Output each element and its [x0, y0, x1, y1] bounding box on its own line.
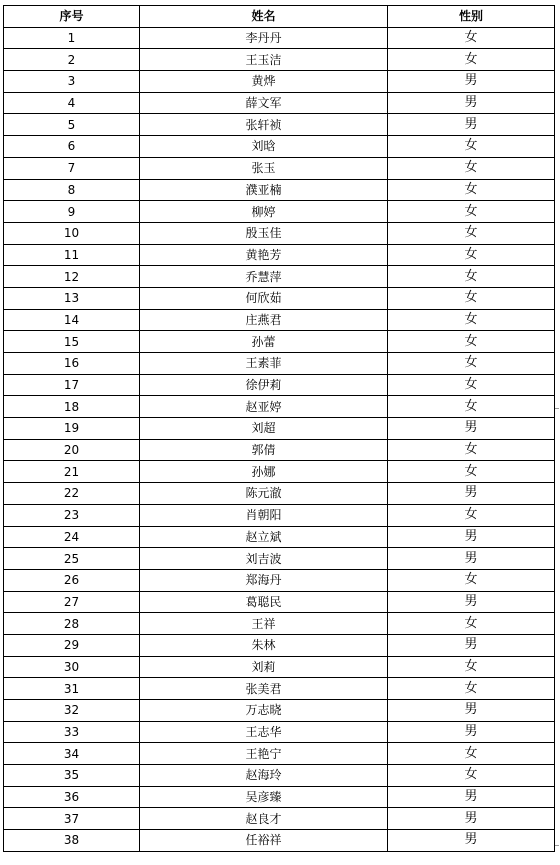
table-row — [4, 418, 555, 440]
table-row — [4, 808, 555, 830]
header-gender: 性别 — [388, 6, 555, 28]
cell-gender: 男 — [388, 830, 555, 852]
cell-gender: 女 — [388, 461, 555, 483]
cell-number: 21 — [4, 461, 140, 483]
cell-name: 孙娜 — [140, 461, 388, 483]
cell-name: 黄烨 — [140, 71, 388, 93]
table-header — [4, 6, 555, 28]
cell-number: 4 — [4, 92, 140, 114]
cell-name: 薛文军 — [140, 92, 388, 114]
cell-name: 柳婷 — [140, 201, 388, 223]
table-row — [4, 678, 555, 700]
table-row — [4, 374, 555, 396]
cell-name: 王玉洁 — [140, 49, 388, 71]
cell-name: 刘超 — [140, 418, 388, 440]
cell-number: 3 — [4, 71, 140, 93]
cell-gender: 女 — [388, 266, 555, 288]
cell-name: 刘吉波 — [140, 548, 388, 570]
table-row — [4, 461, 555, 483]
cell-gender: 女 — [388, 743, 555, 765]
cell-name: 张玉 — [140, 157, 388, 179]
table-row — [4, 136, 555, 158]
header-name: 姓名 — [140, 6, 388, 28]
cell-number: 14 — [4, 309, 140, 331]
cell-name: 朱林 — [140, 634, 388, 656]
cell-number: 20 — [4, 439, 140, 461]
table-row — [4, 266, 555, 288]
cell-number: 10 — [4, 222, 140, 244]
table-row — [4, 27, 555, 49]
cell-gender: 男 — [388, 92, 555, 114]
table-row — [4, 222, 555, 244]
cell-name: 王艳宁 — [140, 743, 388, 765]
cell-name: 郑海丹 — [140, 569, 388, 591]
table-row — [4, 548, 555, 570]
cell-gender: 男 — [388, 526, 555, 548]
roster-table — [3, 5, 555, 852]
cell-gender: 男 — [388, 418, 555, 440]
table-row — [4, 483, 555, 505]
table-row — [4, 309, 555, 331]
cell-name: 王素菲 — [140, 353, 388, 375]
table-row — [4, 353, 555, 375]
cell-number: 23 — [4, 504, 140, 526]
table-row — [4, 287, 555, 309]
cell-number: 35 — [4, 765, 140, 787]
cell-name: 刘晗 — [140, 136, 388, 158]
table-row — [4, 49, 555, 71]
cell-gender: 男 — [388, 114, 555, 136]
cell-number: 18 — [4, 396, 140, 418]
cell-number: 29 — [4, 634, 140, 656]
cell-name: 任裕祥 — [140, 830, 388, 852]
table-row — [4, 157, 555, 179]
cell-gender: 女 — [388, 613, 555, 635]
table-row — [4, 201, 555, 223]
cell-number: 31 — [4, 678, 140, 700]
table-row — [4, 656, 555, 678]
cell-gender: 女 — [388, 374, 555, 396]
cell-name: 赵海玲 — [140, 765, 388, 787]
cell-number: 16 — [4, 353, 140, 375]
cell-number: 36 — [4, 786, 140, 808]
cell-name: 葛聪民 — [140, 591, 388, 613]
cell-gender: 男 — [388, 591, 555, 613]
cell-number: 26 — [4, 569, 140, 591]
cell-name: 孙蕾 — [140, 331, 388, 353]
table-row — [4, 331, 555, 353]
cell-number: 13 — [4, 287, 140, 309]
cell-name: 李丹丹 — [140, 27, 388, 49]
cell-gender: 男 — [388, 786, 555, 808]
cell-number: 34 — [4, 743, 140, 765]
cell-name: 殷玉佳 — [140, 222, 388, 244]
cell-name: 黄艳芳 — [140, 244, 388, 266]
cell-gender: 男 — [388, 700, 555, 722]
cell-name: 万志晓 — [140, 700, 388, 722]
cell-gender: 女 — [388, 179, 555, 201]
cell-number: 19 — [4, 418, 140, 440]
cell-gender: 男 — [388, 548, 555, 570]
cell-gender: 男 — [388, 483, 555, 505]
cell-name: 张轩祯 — [140, 114, 388, 136]
cell-name: 吴彦臻 — [140, 786, 388, 808]
cell-gender: 女 — [388, 222, 555, 244]
cell-name: 庄燕君 — [140, 309, 388, 331]
cell-gender: 女 — [388, 353, 555, 375]
cell-number: 1 — [4, 27, 140, 49]
edge-tick — [555, 408, 559, 409]
header-number: 序号 — [4, 6, 140, 28]
cell-name: 赵良才 — [140, 808, 388, 830]
cell-name: 郭倩 — [140, 439, 388, 461]
cell-number: 37 — [4, 808, 140, 830]
table-row — [4, 179, 555, 201]
cell-name: 濮亚楠 — [140, 179, 388, 201]
cell-gender: 女 — [388, 309, 555, 331]
table-row — [4, 244, 555, 266]
cell-number: 11 — [4, 244, 140, 266]
cell-number: 9 — [4, 201, 140, 223]
table-row — [4, 786, 555, 808]
table-row — [4, 591, 555, 613]
cell-gender: 女 — [388, 569, 555, 591]
cell-number: 5 — [4, 114, 140, 136]
cell-gender: 女 — [388, 678, 555, 700]
cell-name: 刘莉 — [140, 656, 388, 678]
cell-gender: 女 — [388, 287, 555, 309]
cell-number: 27 — [4, 591, 140, 613]
cell-number: 28 — [4, 613, 140, 635]
table-row — [4, 700, 555, 722]
cell-gender: 女 — [388, 504, 555, 526]
cell-gender: 女 — [388, 157, 555, 179]
cell-number: 30 — [4, 656, 140, 678]
cell-name: 王祥 — [140, 613, 388, 635]
cell-number: 8 — [4, 179, 140, 201]
table-row — [4, 114, 555, 136]
cell-gender: 女 — [388, 201, 555, 223]
cell-number: 33 — [4, 721, 140, 743]
cell-gender: 男 — [388, 634, 555, 656]
table-row — [4, 743, 555, 765]
cell-number: 25 — [4, 548, 140, 570]
cell-name: 王志华 — [140, 721, 388, 743]
cell-gender: 男 — [388, 808, 555, 830]
cell-name: 张美君 — [140, 678, 388, 700]
cell-gender: 女 — [388, 765, 555, 787]
cell-number: 2 — [4, 49, 140, 71]
cell-gender: 女 — [388, 49, 555, 71]
cell-number: 12 — [4, 266, 140, 288]
table-row — [4, 396, 555, 418]
cell-number: 22 — [4, 483, 140, 505]
table-row — [4, 71, 555, 93]
cell-gender: 女 — [388, 396, 555, 418]
cell-number: 15 — [4, 331, 140, 353]
cell-name: 陈元澈 — [140, 483, 388, 505]
cell-gender: 女 — [388, 136, 555, 158]
cell-name: 何欣茹 — [140, 287, 388, 309]
cell-number: 38 — [4, 830, 140, 852]
table-row — [4, 830, 555, 852]
table-body — [4, 27, 555, 851]
cell-name: 徐伊莉 — [140, 374, 388, 396]
cell-gender: 男 — [388, 71, 555, 93]
table-row — [4, 613, 555, 635]
table-row — [4, 92, 555, 114]
table-row — [4, 634, 555, 656]
header-row — [4, 6, 555, 28]
cell-gender: 女 — [388, 439, 555, 461]
table-row — [4, 569, 555, 591]
table-row — [4, 721, 555, 743]
cell-number: 32 — [4, 700, 140, 722]
edge-tick — [555, 845, 559, 846]
cell-gender: 女 — [388, 331, 555, 353]
cell-number: 7 — [4, 157, 140, 179]
table-row — [4, 504, 555, 526]
cell-name: 赵立斌 — [140, 526, 388, 548]
cell-gender: 女 — [388, 27, 555, 49]
cell-number: 6 — [4, 136, 140, 158]
cell-gender: 女 — [388, 244, 555, 266]
table-row — [4, 526, 555, 548]
cell-number: 24 — [4, 526, 140, 548]
table-row — [4, 439, 555, 461]
cell-name: 赵亚婷 — [140, 396, 388, 418]
cell-number: 17 — [4, 374, 140, 396]
table-row — [4, 765, 555, 787]
cell-name: 肖朝阳 — [140, 504, 388, 526]
cell-gender: 男 — [388, 721, 555, 743]
cell-gender: 女 — [388, 656, 555, 678]
cell-name: 乔慧萍 — [140, 266, 388, 288]
